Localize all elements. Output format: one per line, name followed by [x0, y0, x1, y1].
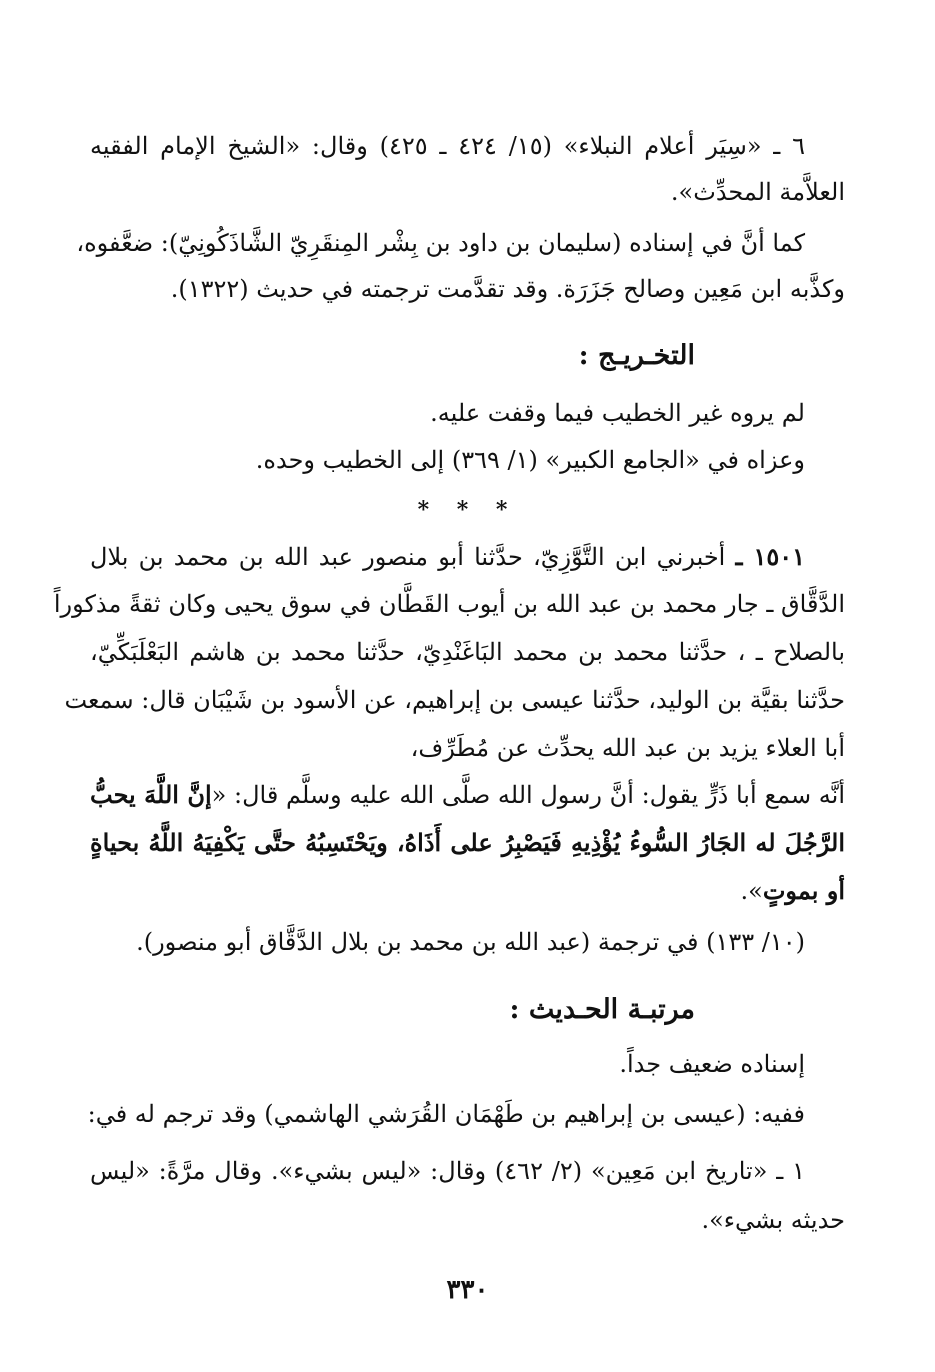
- takhrij-line-2: وعزاه في «الجامع الكبير» (١/ ٣٦٩) إلى الخطيب وحده.: [255, 446, 805, 474]
- hadith-matn-intro: أنَّه سمع أبا ذَرٍّ يقول: أنَّ رسول الله صلَّى الله عليه وسلَّم قال: «: [211, 781, 845, 809]
- hadith-isnad-line-5: أبا العلاء يزيد بن عبد الله يحدِّث عن مُطَرِّف،: [410, 734, 845, 762]
- rutba-verdict: إسناده ضعيف جداً.: [619, 1050, 805, 1078]
- source-item-6-line-2: العلاَّمة المحدِّث».: [670, 178, 845, 206]
- hadith-isnad-line-2: الدَّقَّاق ـ جار محمد بن عبد الله بن أيوب القَطَّان في سوق يحيى وكان ثقةً مذكوراً: [53, 590, 845, 618]
- hadith-isnad-line-1: [90, 540, 805, 574]
- source-item-6-line-1: ٦ ـ «سِيَر أعلام النبلاء» (١٥/ ٤٢٤ ـ ٤٢٥) وقال: «الشيخ الإمام الفقيه: [90, 132, 805, 160]
- rutba-item-1-line-2: حديثه بشيء».: [701, 1206, 845, 1234]
- hadith-matn-end: أو بموتٍ: [762, 876, 845, 905]
- rutba-reason: ففيه: (عيسى بن إبراهيم بن طَهْمَان القُرَشي الهاشمي) وقد ترجم له في:: [87, 1100, 805, 1128]
- hadith-reference: (١٠/ ١٣٣) في ترجمة (عبد الله بن محمد بن بلال الدَّقَّاق أبو منصور).: [136, 928, 805, 956]
- separator-stars: * * *: [417, 497, 518, 523]
- hadith-matn-line-3: [90, 874, 845, 908]
- hadith-matn-start: إنَّ اللَّهَ يحبُّ: [90, 780, 212, 809]
- hadith-isnad-line-1-text: أخبرني ابن التَّوَّزِيّ، حدَّثنا أبو منصور عبد الله بن محمد بن بلال: [90, 543, 726, 571]
- note-line-1: كما أنَّ في إسناده (سليمان بن داود بن بِشْر المِنقَرِيّ الشَّاذَكُونِيّ): ضعَّفوه،: [76, 229, 805, 257]
- hadith-matn-close: ».: [740, 877, 763, 905]
- hadith-matn-line-1: [90, 778, 845, 812]
- hadith-isnad-line-3: بالصلاح ـ ، حدَّثنا محمد بن محمد البَاغَنْدِيّ، حدَّثنا محمد بن هاشم البَعْلَبَكِّيّ،: [90, 638, 845, 666]
- note-line-2: وكذَّبه ابن مَعِين وصالح جَزَرَة. وقد تقدَّمت ترجمته في حديث (١٣٢٢).: [170, 275, 845, 303]
- takhrij-heading: التخـريـج :: [578, 340, 695, 371]
- hadith-number: ١٥٠١ ـ: [735, 542, 805, 571]
- page-number: ٣٣٠: [446, 1275, 489, 1305]
- takhrij-line-1: لم يروه غير الخطيب فيما وقفت عليه.: [430, 399, 805, 427]
- hadith-isnad-line-4: حدَّثنا بقيَّة بن الوليد، حدَّثنا عيسى بن إبراهيم، عن الأسود بن شَيْبَان قال: سمعت: [64, 686, 845, 714]
- rutba-heading: مرتبـة الحـديث :: [509, 994, 695, 1025]
- hadith-matn-line-2: الرَّجُلَ له الجَارُ السُّوءُ يُؤْذِيهِ فَيَصْبِرُ على أَذَاهُ، ويَحْتَسِبُهُ حتَّى يَكْفِيَهُ اللَّهُ بحياةٍ: [90, 828, 845, 857]
- rutba-item-1-line-1: ١ ـ «تاريخ ابن مَعِين» (٢/ ٤٦٢) وقال: «ليس بشيء». وقال مرَّةً: «ليس: [90, 1157, 805, 1185]
